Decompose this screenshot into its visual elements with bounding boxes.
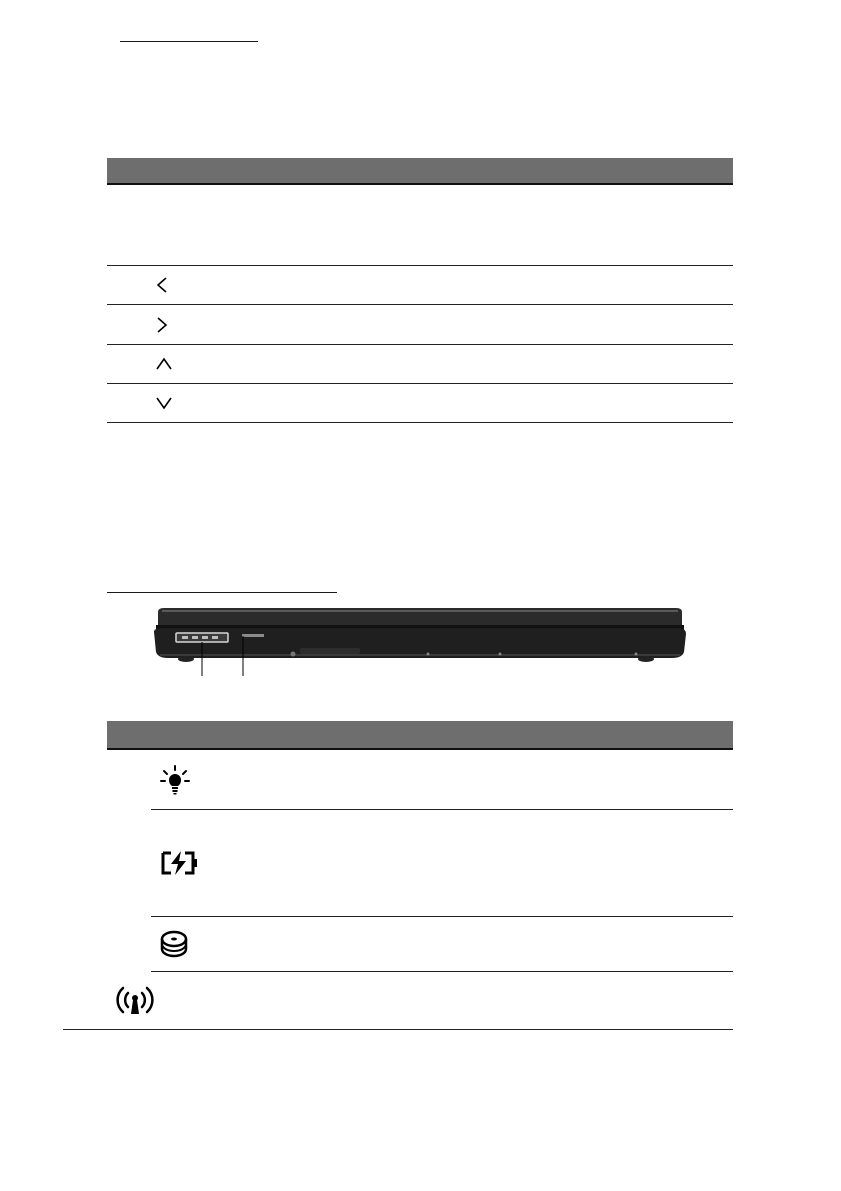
chevron-down-icon bbox=[155, 395, 173, 411]
table-row bbox=[63, 972, 733, 1030]
indicators-table-header bbox=[107, 721, 733, 750]
wireless-icon bbox=[115, 984, 155, 1018]
table-row bbox=[151, 750, 733, 810]
table-row bbox=[107, 384, 733, 423]
table-row bbox=[107, 305, 733, 345]
indicators-table bbox=[107, 721, 733, 1030]
table-row bbox=[151, 810, 733, 917]
table-row bbox=[107, 266, 733, 305]
subsection-heading-rule bbox=[107, 592, 337, 593]
power-indicator-icon bbox=[159, 764, 191, 796]
hdd-icon bbox=[159, 929, 189, 959]
chevron-up-icon bbox=[155, 356, 173, 372]
chevron-left-icon bbox=[155, 276, 169, 294]
laptop-front-view-figure bbox=[150, 606, 690, 686]
chevron-right-icon bbox=[155, 316, 169, 334]
table-row bbox=[151, 917, 733, 972]
table-row bbox=[107, 345, 733, 384]
nav-table-header bbox=[107, 158, 733, 185]
table-row bbox=[107, 185, 733, 266]
nav-keys-table bbox=[107, 158, 733, 423]
battery-charging-icon bbox=[159, 849, 199, 877]
top-heading-rule bbox=[120, 41, 258, 42]
laptop-front-illustration bbox=[150, 606, 690, 686]
